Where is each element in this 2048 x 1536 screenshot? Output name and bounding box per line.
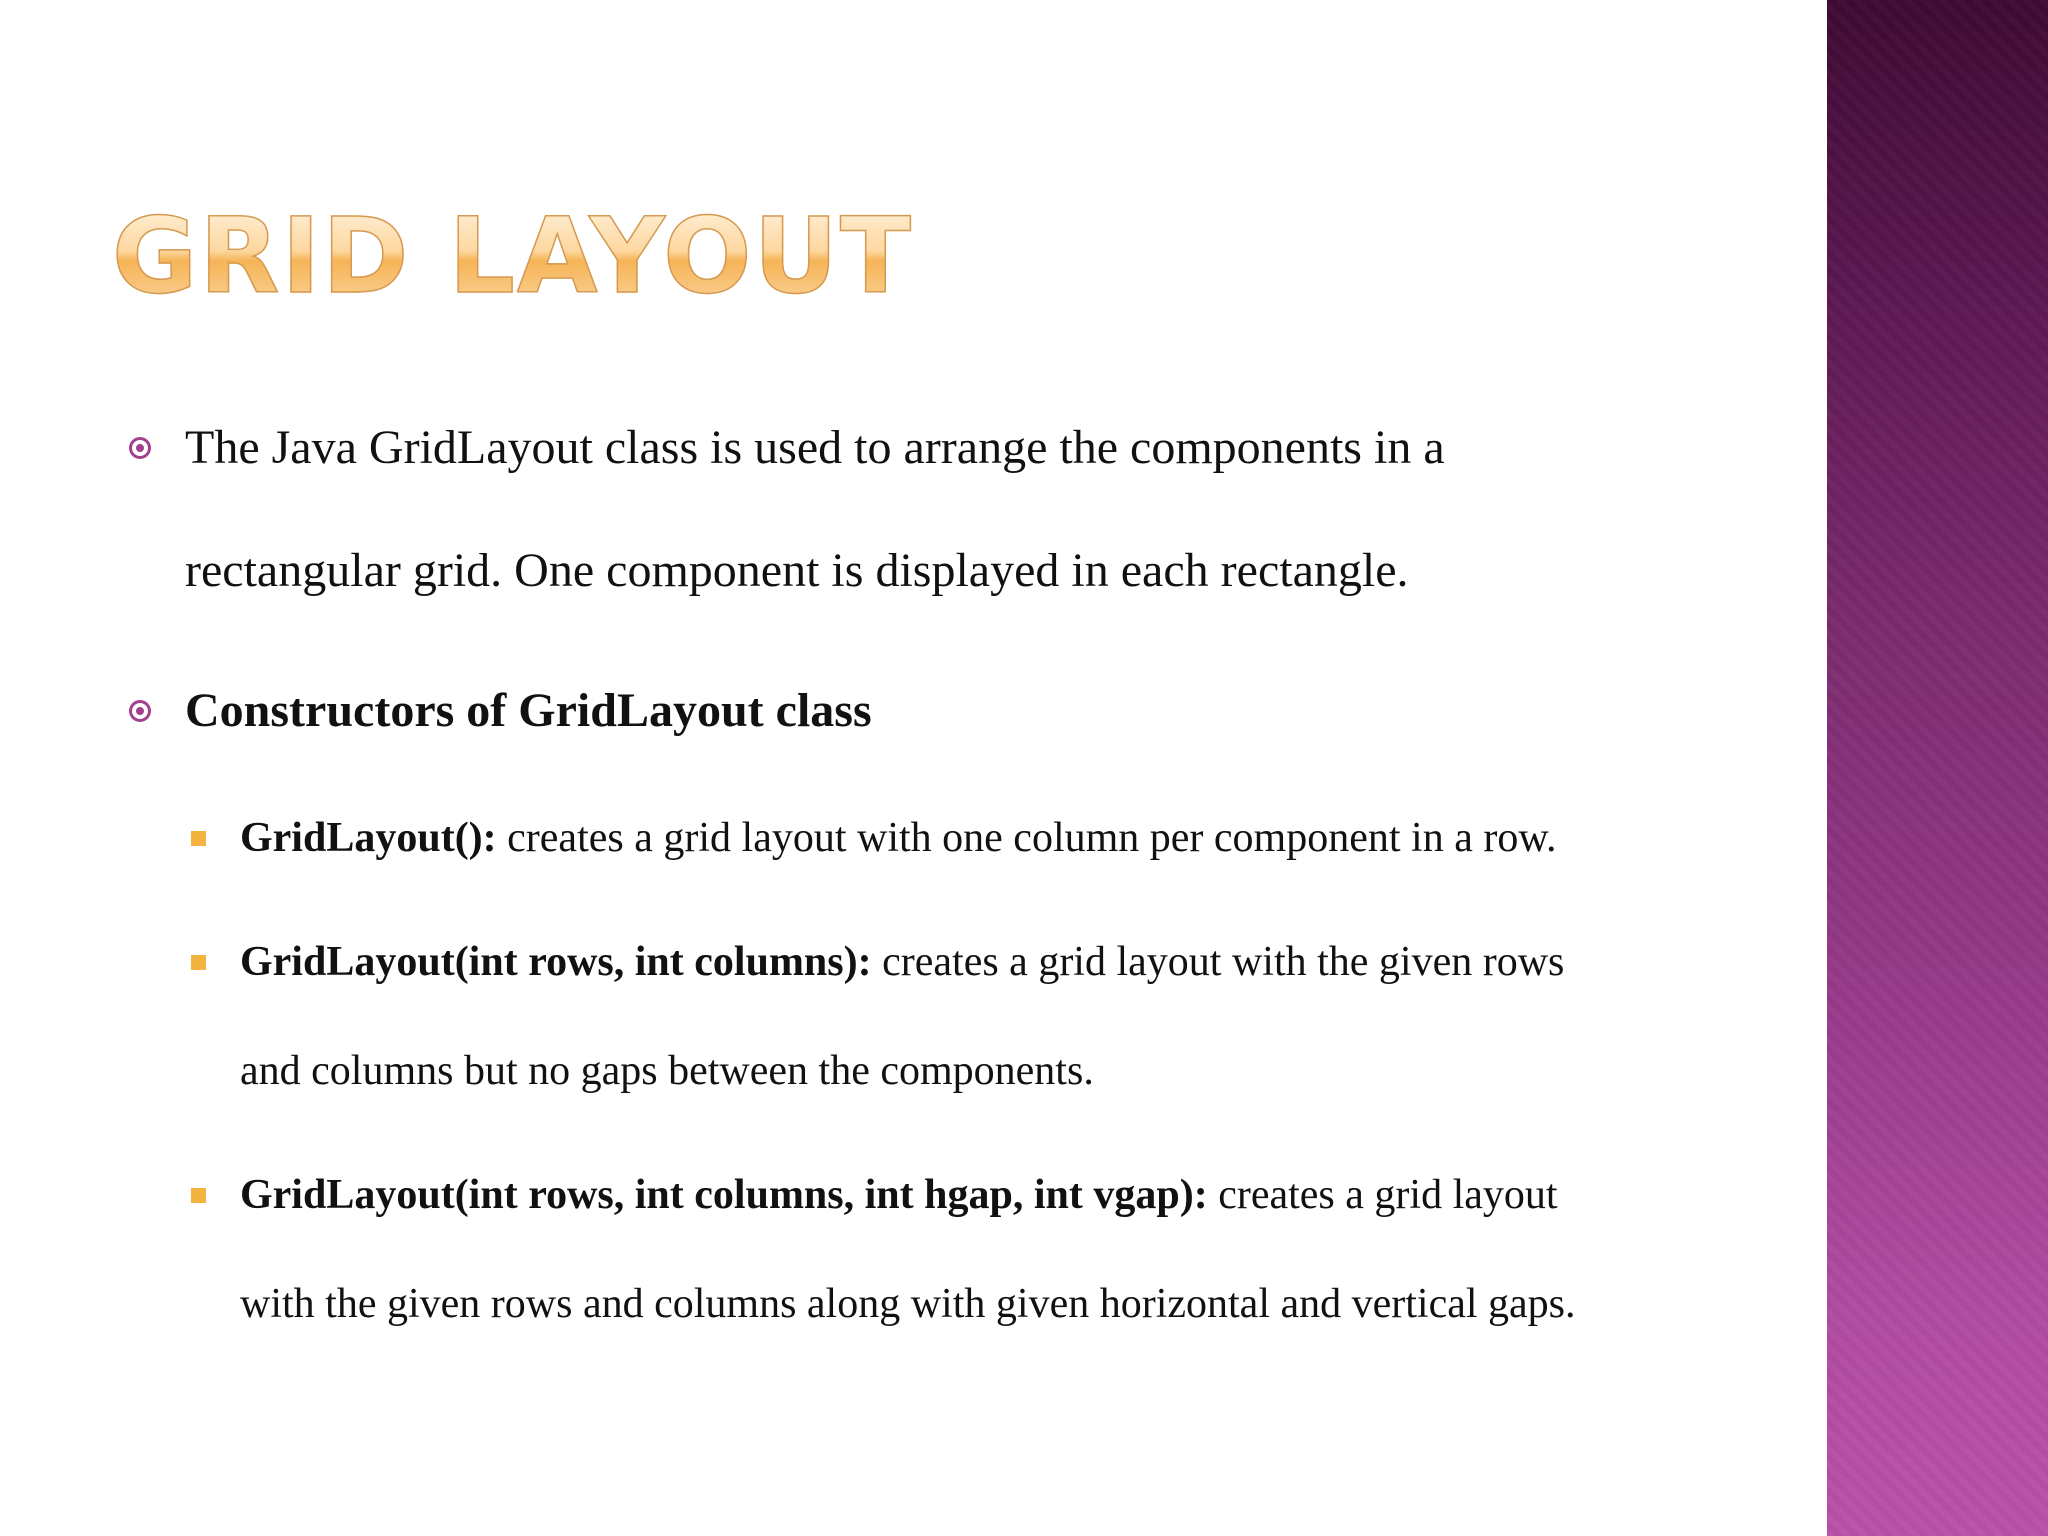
constructor-item xyxy=(240,908,1840,1126)
square-bullet-icon xyxy=(191,955,206,970)
constructor-description: creates a grid layout with one column per component in a row. xyxy=(496,815,1557,861)
bullet-heading xyxy=(185,649,1785,772)
constructor-signature: GridLayout(): xyxy=(240,815,497,861)
bullet-paragraph xyxy=(185,386,1785,632)
circle-bullet-icon xyxy=(129,437,151,459)
bullet-line: The Java GridLayout class is used to arrange the components in a xyxy=(185,421,1445,474)
constructor-description-continued: with the given rows and columns along with given horizontal and vertical gaps. xyxy=(240,1281,1576,1327)
decorative-side-band xyxy=(1827,0,2048,1536)
square-bullet-icon xyxy=(191,831,206,846)
bullet-line: rectangular grid. One component is displayed in each rectangle. xyxy=(185,544,1409,597)
circle-bullet-icon xyxy=(129,700,151,722)
constructor-description: creates a grid layout with the given rows xyxy=(871,939,1565,985)
constructor-item xyxy=(240,1141,1840,1359)
square-bullet-icon xyxy=(191,1188,206,1203)
constructor-item xyxy=(240,784,1840,893)
constructor-description: creates a grid layout xyxy=(1207,1172,1558,1218)
constructor-signature: GridLayout(int rows, int columns): xyxy=(240,939,872,985)
constructor-signature: GridLayout(int rows, int columns, int hgap, int vgap): xyxy=(240,1172,1208,1218)
constructor-description-continued: and columns but no gaps between the components. xyxy=(240,1048,1094,1094)
constructors-heading: Constructors of GridLayout class xyxy=(185,684,872,737)
slide-title: GRID LAYOUT xyxy=(112,195,913,317)
